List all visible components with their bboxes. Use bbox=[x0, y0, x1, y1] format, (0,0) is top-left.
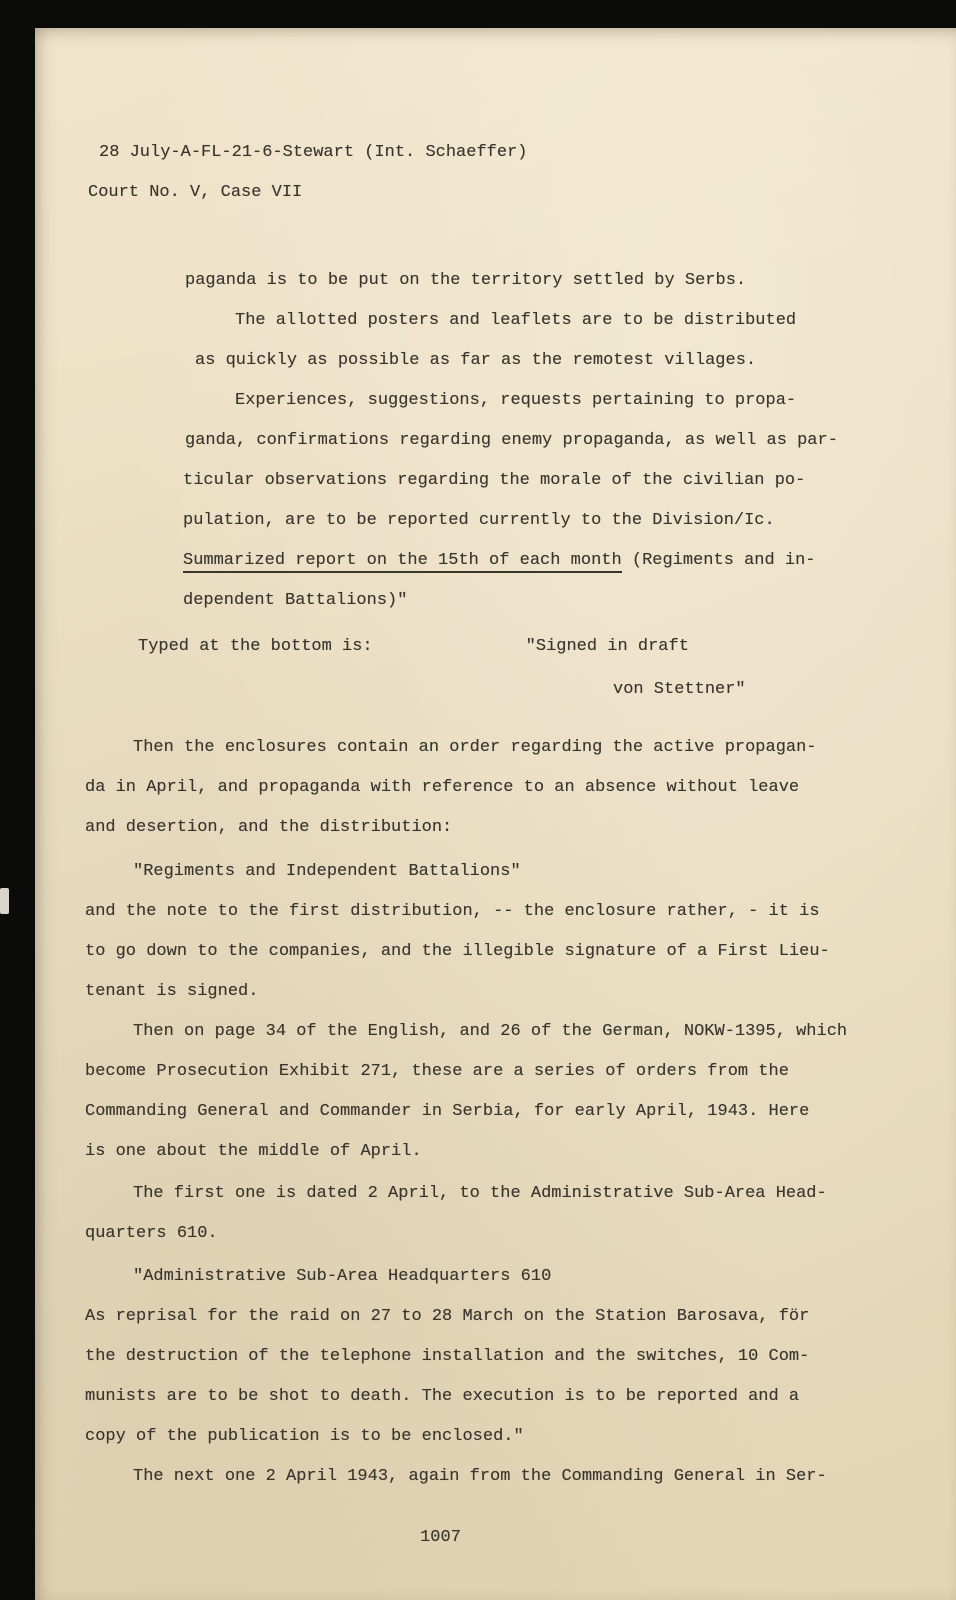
text-line: Then the enclosures contain an order regarding the active propagan- bbox=[133, 738, 817, 757]
text-line: "Administrative Sub-Area Headquarters 610 bbox=[133, 1267, 552, 1286]
text-line: Experiences, suggestions, requests pertaining to propa- bbox=[235, 391, 797, 410]
scan-border-left bbox=[0, 0, 35, 1600]
text-line: copy of the publication is to be enclosed." bbox=[85, 1427, 524, 1446]
text-line: munists are to be shot to death. The execution is to be reported and a bbox=[85, 1387, 800, 1406]
text-line: ganda, confirmations regarding enemy propaganda, as well as par- bbox=[185, 431, 838, 450]
text-line: tenant is signed. bbox=[85, 982, 259, 1001]
text-line: Court No. V, Case VII bbox=[88, 183, 303, 202]
text-line: and the note to the first distribution, -- the enclosure rather, - it is bbox=[85, 902, 820, 921]
text-line: The next one 2 April 1943, again from the Commanding General in Ser- bbox=[133, 1467, 827, 1486]
document-page bbox=[35, 28, 956, 1600]
text-line: dependent Battalions)" bbox=[183, 591, 408, 610]
text-line: quarters 610. bbox=[85, 1224, 218, 1243]
text-line: as quickly as possible as far as the remotest villages. bbox=[195, 351, 757, 370]
text-line: "Regiments and Independent Battalions" bbox=[133, 862, 521, 881]
text-line: As reprisal for the raid on 27 to 28 March on the Station Barosava, för bbox=[85, 1307, 810, 1326]
text-line: The first one is dated 2 April, to the Administrative Sub-Area Head- bbox=[133, 1184, 827, 1203]
document-lines bbox=[85, 133, 956, 1497]
text-line: Typed at the bottom is: "Signed in draft bbox=[138, 637, 689, 656]
text-line: ticular observations regarding the morale of the civilian po- bbox=[183, 471, 806, 490]
text-line: Commanding General and Commander in Serbia, for early April, 1943. Here bbox=[85, 1102, 810, 1121]
text-line: and desertion, and the distribution: bbox=[85, 818, 453, 837]
page-number: 1007 bbox=[420, 1528, 461, 1547]
scan-artifact bbox=[0, 888, 9, 914]
text-line: Then on page 34 of the English, and 26 of the German, NOKW-1395, which bbox=[133, 1022, 848, 1041]
text-line: von Stettner" bbox=[613, 680, 746, 699]
scan-border-top bbox=[0, 0, 956, 28]
text-line: da in April, and propaganda with reference to an absence without leave bbox=[85, 778, 800, 797]
text-line: the destruction of the telephone installation and the switches, 10 Com- bbox=[85, 1347, 810, 1366]
text-line: to go down to the companies, and the illegible signature of a First Lieu- bbox=[85, 942, 830, 961]
text-line: paganda is to be put on the territory settled by Serbs. bbox=[185, 271, 747, 290]
text-line: The allotted posters and leaflets are to be distributed bbox=[235, 311, 797, 330]
text-line: 28 July-A-FL-21-6-Stewart (Int. Schaeffer) bbox=[99, 143, 528, 162]
text-line: pulation, are to be reported currently to the Division/Ic. bbox=[183, 511, 775, 530]
text-line: is one about the middle of April. bbox=[85, 1142, 422, 1161]
text-line: Summarized report on the 15th of each month (Regiments and in- bbox=[85, 541, 956, 581]
underlined-text: Summarized report on the 15th of each month bbox=[183, 551, 622, 573]
text-line: become Prosecution Exhibit 271, these are a series of orders from the bbox=[85, 1062, 789, 1081]
